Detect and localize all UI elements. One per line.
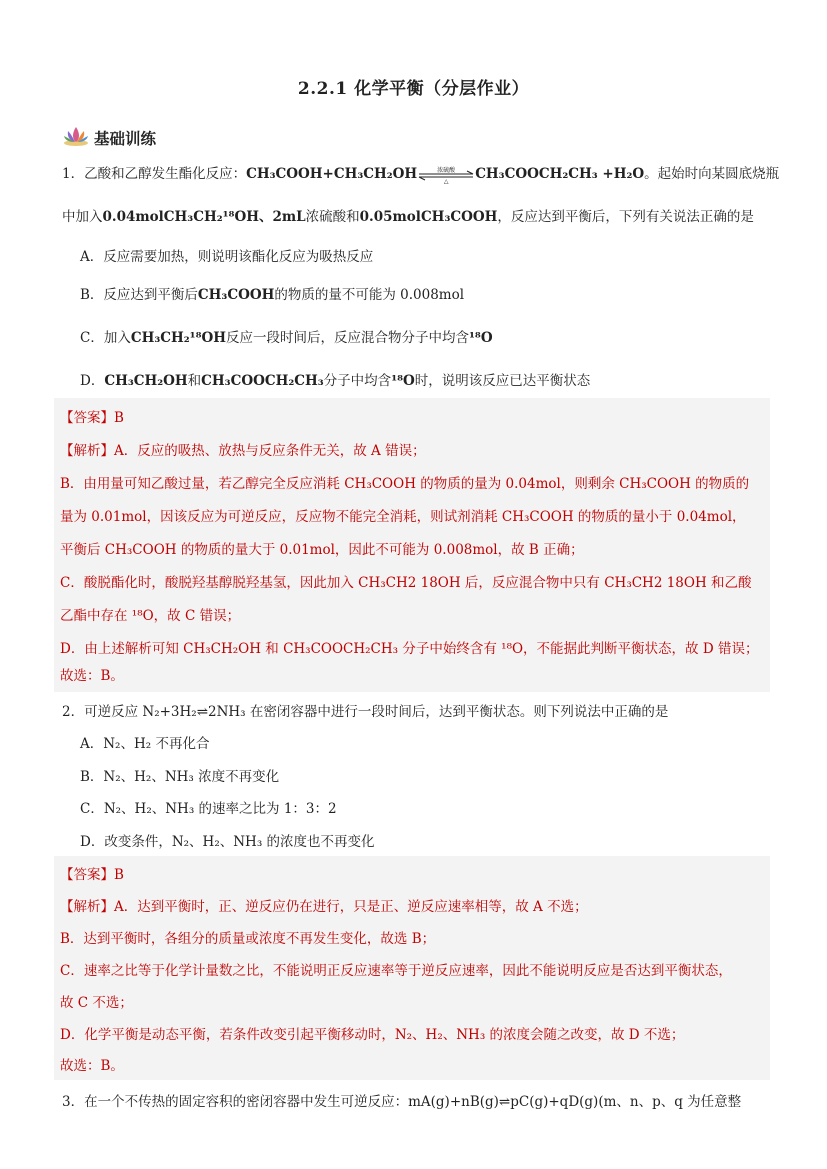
q2-stem: 2．可逆反应 N₂+3H₂⇌2NH₃ 在密闭容器中进行一段时间后，达到平衡状态。则下列说法中正确的是: [62, 704, 669, 720]
q1-option-d-text-d: 时，说明该反应已达平衡状态: [414, 373, 591, 389]
q1-explanation-line: 乙酯中存在 ¹⁸O，故 C 错误；: [60, 608, 241, 624]
q2-option-c: C．N₂、H₂、NH₃ 的速率之比为 1：3：2: [80, 801, 337, 817]
q1-option-c-text-b: 反应一段时间后，反应混合物分子中均含: [226, 330, 470, 346]
q2-option-b: B．N₂、H₂、NH₃ 浓度不再变化: [80, 769, 280, 785]
lotus-icon: [62, 125, 90, 151]
q3-stem: 3．在一个不传热的固定容积的密闭容器中发生可逆反应：mA(g)+nB(g)⇌pC(g)+qD(g)(m、n、p、q 为任意整: [62, 1094, 742, 1110]
q2-explanation-line: 【解析】A．达到平衡时，正、逆反应仍在进行，只是正、逆反应速率相等，故 A 不选；: [60, 899, 588, 915]
q2-answer: 【答案】B: [60, 867, 124, 883]
q2-explanation-line: D．化学平衡是动态平衡，若条件改变引起平衡移动时，N₂、H₂、NH₃ 的浓度会随之改变，故 D 不选；: [60, 1027, 685, 1043]
q1-option-d: [80, 369, 590, 389]
q1-option-d-chem-3: ¹⁸O: [391, 373, 415, 389]
q1-explanation-line: 平衡后 CH₃COOH 的物质的量大于 0.01mol，因此不可能为 0.008mol，故 B 正确；: [60, 542, 584, 558]
q1-explanation-line: B．由用量可知乙酸过量，若乙醇完全反应消耗 CH₃COOH 的物质的量为 0.04mol，则剩余 CH₃COOH 的物质的: [60, 476, 750, 492]
q1-option-d-text-c: 分子中均含: [323, 373, 392, 389]
q1-option-b: [80, 283, 464, 303]
q1-option-d-chem-1: CH₃CH₂OH: [104, 373, 188, 389]
q1-line2-text-a: 中加入: [62, 209, 103, 225]
q1-explanation-line: 【解析】A．反应的吸热、放热与反应条件无关，故 A 错误；: [60, 443, 426, 459]
q1-option-d-text-b: 和: [187, 373, 202, 389]
q1-line2-reagent-2: 0.05molCH₃COOH: [359, 209, 498, 225]
q1-eq-catalyst: 浓硫酸: [437, 166, 456, 174]
q2-answer-box: [54, 856, 770, 1080]
q1-explanation-line: 故选：B。: [60, 668, 124, 684]
q1-option-c-chem: CH₃CH₂¹⁸OH: [130, 330, 227, 346]
q1-eq-left: CH₃COOH+CH₃CH₂OH: [246, 166, 418, 182]
q1-stem: [62, 162, 780, 185]
equilibrium-arrow: [417, 166, 475, 185]
q1-stem-text-2: 。起始时向某圆底烧瓶: [644, 166, 780, 182]
q2-explanation-line: C．速率之比等于化学计量数之比，不能说明正反应速率等于逆反应速率，因此不能说明反应是否达到平衡状态，: [60, 963, 732, 979]
q2-explanation-line: 故选：B。: [60, 1058, 124, 1074]
q1-option-b-chem: CH₃COOH: [197, 287, 275, 303]
q1-option-c: [80, 326, 493, 346]
q1-line2-reagent-1: 0.04molCH₃CH₂¹⁸OH、2mL: [102, 209, 306, 225]
q1-answer-box: [54, 398, 770, 692]
q1-option-c-text-a: C．加入: [80, 330, 131, 346]
q1-explanation-line: D．由上述解析可知 CH₃CH₂OH 和 CH₃COOCH₂CH₃ 分子中始终含有 ¹⁸O，不能据此判断平衡状态，故 D 错误；: [60, 641, 759, 657]
q1-option-b-text-b: 的物质的量不可能为 0.008mol: [274, 287, 465, 303]
q1-explanation-line: C．酸脱酯化时，酸脱羟基醇脱羟基氢，因此加入 CH₃CH2 18OH 后，反应混合物中只有 CH₃CH2 18OH 和乙酸: [60, 575, 752, 591]
q2-option-d: D．改变条件，N₂、H₂、NH₃ 的浓度也不再变化: [80, 834, 375, 850]
q1-eq-heat: △: [443, 177, 449, 185]
q2-explanation-line: 故 C 不选；: [60, 995, 133, 1011]
q2-option-a: A．N₂、H₂ 不再化合: [80, 736, 210, 752]
q1-stem-text: 1．乙酸和乙醇发生酯化反应：: [62, 166, 247, 182]
q1-line2-text-b: 浓硫酸和: [305, 209, 360, 225]
q1-line2-text-c: ，反应达到平衡后，下列有关说法正确的是: [497, 209, 754, 225]
page-title: 2.2.1 化学平衡（分层作业）: [297, 79, 530, 99]
q1-option-d-chem-2: CH₃COOCH₂CH₃: [201, 373, 324, 389]
q2-explanation-line: B．达到平衡时，各组分的质量或浓度不再发生变化，故选 B；: [60, 931, 436, 947]
q1-eq-right: CH₃COOCH₂CH₃ +H₂O: [475, 166, 645, 182]
q1-option-b-text-a: B．反应达到平衡后: [80, 287, 198, 303]
q1-option-d-text-a: D．: [80, 373, 105, 389]
section-label: 基础训练: [94, 130, 157, 148]
q1-option-c-chem-2: ¹⁸O: [469, 330, 493, 346]
q1-answer: 【答案】B: [60, 410, 124, 426]
q1-explanation-line: 量为 0.01mol，因该反应为可逆反应，反应物不能完全消耗，则试剂消耗 CH₃COOH 的物质的量小于 0.04mol，: [60, 509, 746, 525]
q1-option-a: A．反应需要加热，则说明该酯化反应为吸热反应: [80, 249, 374, 265]
q1-stem-line2: [62, 205, 754, 225]
section-header: [62, 124, 156, 152]
